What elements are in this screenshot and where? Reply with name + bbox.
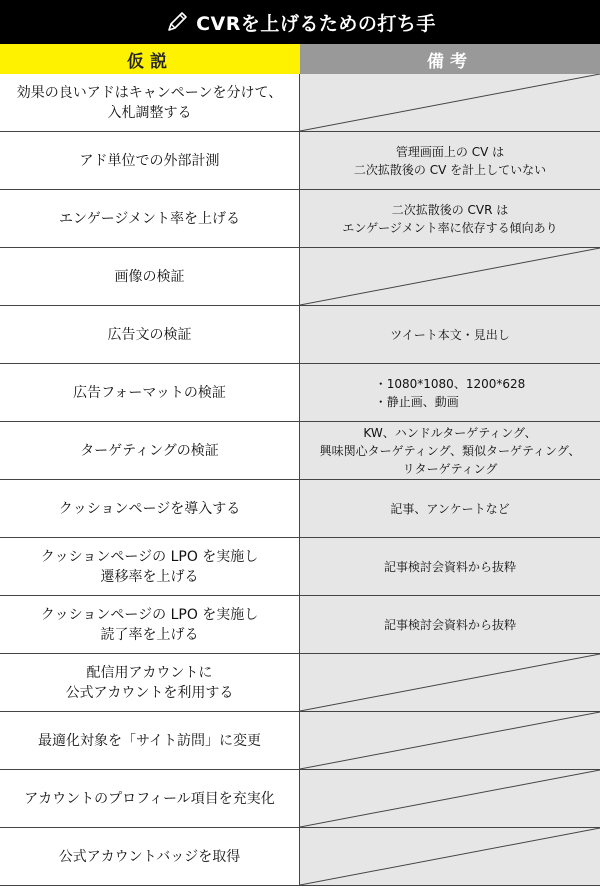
empty-slash	[300, 248, 600, 305]
header-note: 備考	[300, 44, 600, 74]
note-cell	[300, 132, 600, 189]
note-cell	[300, 422, 600, 479]
note-cell	[300, 364, 600, 421]
table-row	[0, 828, 600, 886]
page-title: CVRを上げるための打ち手	[196, 12, 436, 35]
title-bar	[0, 0, 600, 44]
empty-slash	[300, 712, 600, 769]
note-cell	[300, 480, 600, 537]
note-cell	[300, 712, 600, 769]
hypothesis-cell: クッションページの LPO を実施し 遷移率を上げる	[0, 538, 300, 595]
empty-slash	[300, 654, 600, 711]
note-cell	[300, 538, 600, 595]
note-text: 二次拡散後の CVR は エンゲージメント率に依存する傾向あり	[342, 202, 558, 235]
note-text: 記事、アンケートなど	[390, 501, 510, 516]
table-row	[0, 654, 600, 712]
note-cell	[300, 248, 600, 305]
header-hypothesis: 仮説	[0, 44, 300, 74]
pencil-icon	[164, 9, 190, 35]
table-row	[0, 422, 600, 480]
hypothesis-cell: クッションページを導入する	[0, 480, 300, 537]
table-row	[0, 190, 600, 248]
table-row	[0, 74, 600, 132]
note-cell	[300, 654, 600, 711]
note-cell	[300, 770, 600, 827]
note-cell	[300, 828, 600, 885]
hypothesis-cell: 効果の良いアドはキャンペーンを分けて、 入札調整する	[0, 74, 300, 131]
hypothesis-cell: クッションページの LPO を実施し 読了率を上げる	[0, 596, 300, 653]
empty-slash	[300, 828, 600, 885]
table-row	[0, 306, 600, 364]
note-cell	[300, 190, 600, 247]
hypothesis-cell: アド単位での外部計測	[0, 132, 300, 189]
table-header	[0, 44, 600, 74]
note-cell	[300, 596, 600, 653]
table-row	[0, 596, 600, 654]
hypothesis-cell: エンゲージメント率を上げる	[0, 190, 300, 247]
note-text: ツイート本文・見出し	[390, 327, 510, 342]
hypothesis-table	[0, 74, 600, 886]
table-row	[0, 132, 600, 190]
table-row	[0, 364, 600, 422]
note-text: ・1080*1080、1200*628 ・静止画、動画	[374, 376, 526, 409]
hypothesis-cell: 最適化対象を「サイト訪問」に変更	[0, 712, 300, 769]
hypothesis-cell: 配信用アカウントに 公式アカウントを利用する	[0, 654, 300, 711]
table-row	[0, 770, 600, 828]
empty-slash	[300, 770, 600, 827]
hypothesis-cell: 公式アカウントバッジを取得	[0, 828, 300, 885]
empty-slash	[300, 74, 600, 131]
table-row	[0, 480, 600, 538]
hypothesis-cell: 画像の検証	[0, 248, 300, 305]
table-row	[0, 248, 600, 306]
hypothesis-cell: 広告文の検証	[0, 306, 300, 363]
note-text: 管理画面上の CV は 二次拡散後の CV を計上していない	[353, 144, 547, 177]
table-row	[0, 712, 600, 770]
hypothesis-cell: 広告フォーマットの検証	[0, 364, 300, 421]
note-text: 記事検討会資料から抜粋	[383, 559, 516, 574]
note-cell	[300, 306, 600, 363]
hypothesis-cell: アカウントのプロフィール項目を充実化	[0, 770, 300, 827]
note-text: KW、ハンドルターゲティング、 興味関心ターゲティング、類似ターゲティング、 リターゲティング	[319, 425, 581, 476]
note-cell	[300, 74, 600, 131]
note-text: 記事検討会資料から抜粋	[383, 617, 516, 632]
hypothesis-cell: ターゲティングの検証	[0, 422, 300, 479]
table-row	[0, 538, 600, 596]
